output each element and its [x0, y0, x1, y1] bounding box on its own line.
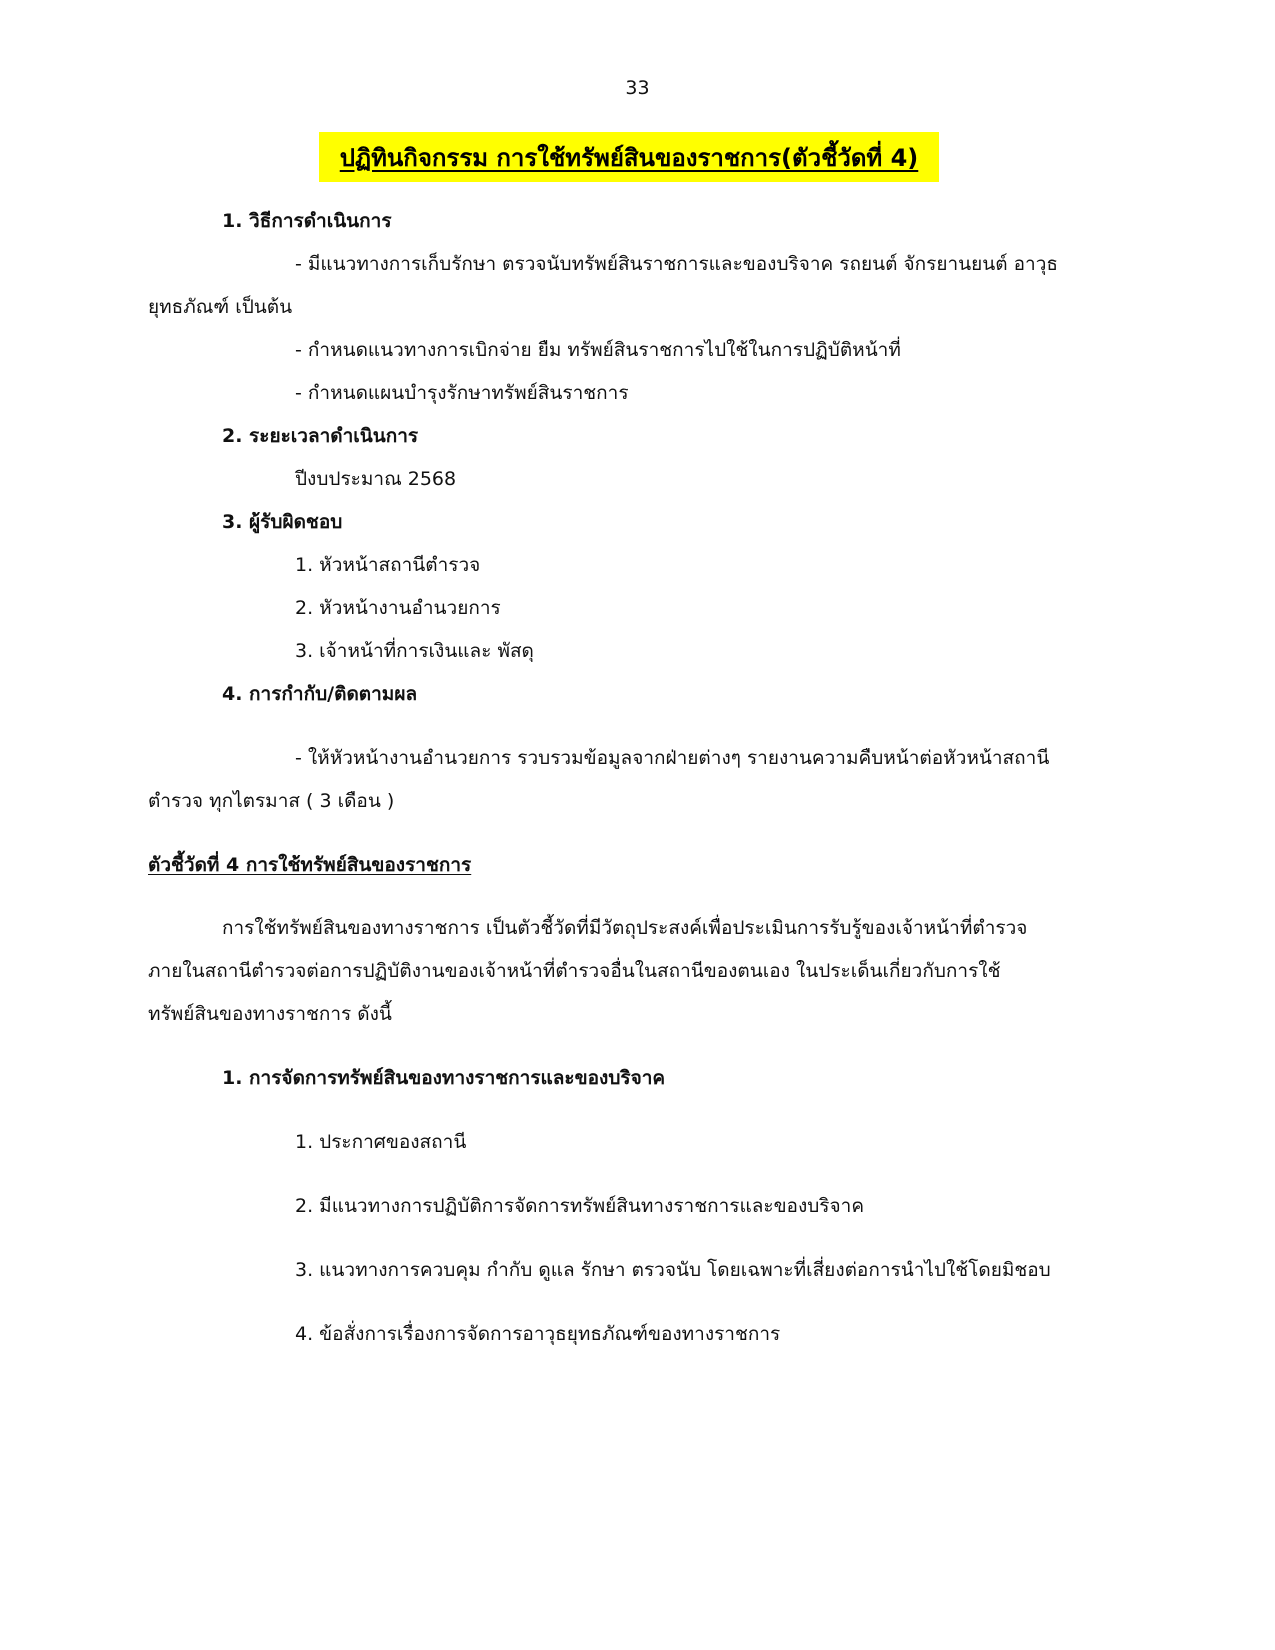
indicator-intro-line-3: ทรัพย์สินของทางราชการ ดังนี้ [148, 1003, 392, 1025]
indicator-sub-heading: 1. การจัดการทรัพย์สินของทางราชการและของบริจาค [222, 1067, 666, 1089]
section-1-paragraph-1-line-2: ยุทธภัณฑ์ เป็นต้น [148, 296, 293, 318]
indicator-intro-line-1: การใช้ทรัพย์สินของทางราชการ เป็นตัวชี้วัดที่มีวัตถุประสงค์เพื่อประเมินการรับรู้ของเจ้าหน้าที่ตำรวจ [222, 917, 1028, 939]
responsible-item: 1. หัวหน้าสถานีตำรวจ [295, 554, 481, 576]
section-1-heading: 1. วิธีการดำเนินการ [222, 210, 392, 232]
title-highlight [319, 132, 939, 182]
indicator-intro-line-2: ภายในสถานีตำรวจต่อการปฏิบัติงานของเจ้าหน้าที่ตำรวจอื่นในสถานีของตนเอง ในประเด็นเกี่ยวกับการใช้ [148, 960, 1001, 982]
section-1-paragraph-3: - กำหนดแผนบำรุงรักษาทรัพย์สินราชการ [295, 382, 629, 404]
indicator-item: 4. ข้อสั่งการเรื่องการจัดการอาวุธยุทธภัณฑ์ของทางราชการ [295, 1323, 781, 1345]
section-4-paragraph-line-2: ตำรวจ ทุกไตรมาส ( 3 เดือน ) [148, 790, 395, 812]
section-2-value: ปีงบประมาณ 2568 [295, 468, 457, 490]
section-1-paragraph-2: - กำหนดแนวทางการเบิกจ่าย ยืม ทรัพย์สินราชการไปใช้ในการปฏิบัติหน้าที่ [295, 339, 901, 361]
section-2-heading: 2. ระยะเวลาดำเนินการ [222, 425, 419, 447]
indicator-item: 3. แนวทางการควบคุม กำกับ ดูแล รักษา ตรวจนับ โดยเฉพาะที่เสี่ยงต่อการนำไปใช้โดยมิชอบ [295, 1259, 1051, 1281]
section-4-heading: 4. การกำกับ/ติดตามผล [222, 683, 418, 705]
responsible-item: 3. เจ้าหน้าที่การเงินและ พัสดุ [295, 640, 534, 662]
indicator-item: 1. ประกาศของสถานี [295, 1131, 467, 1153]
page-number: 33 [625, 77, 650, 99]
page-title: ปฏิทินกิจกรรม การใช้ทรัพย์สินของราชการ(ตัวชี้วัดที่ 4) [339, 143, 919, 172]
responsible-item: 2. หัวหน้างานอำนวยการ [295, 597, 501, 619]
section-3-heading: 3. ผู้รับผิดชอบ [222, 511, 343, 533]
indicator-item: 2. มีแนวทางการปฏิบัติการจัดการทรัพย์สินทางราชการและของบริจาค [295, 1195, 865, 1217]
section-4-paragraph-line-1: - ให้หัวหน้างานอำนวยการ รวบรวมข้อมูลจากฝ่ายต่างๆ รายงานความคืบหน้าต่อหัวหน้าสถานี [295, 747, 1050, 769]
indicator-heading: ตัวชี้วัดที่ 4 การใช้ทรัพย์สินของราชการ [148, 854, 472, 876]
section-1-paragraph-1-line-1: - มีแนวทางการเก็บรักษา ตรวจนับทรัพย์สินราชการและของบริจาค รถยนต์ จักรยานยนต์ อาวุธ [295, 253, 1058, 275]
